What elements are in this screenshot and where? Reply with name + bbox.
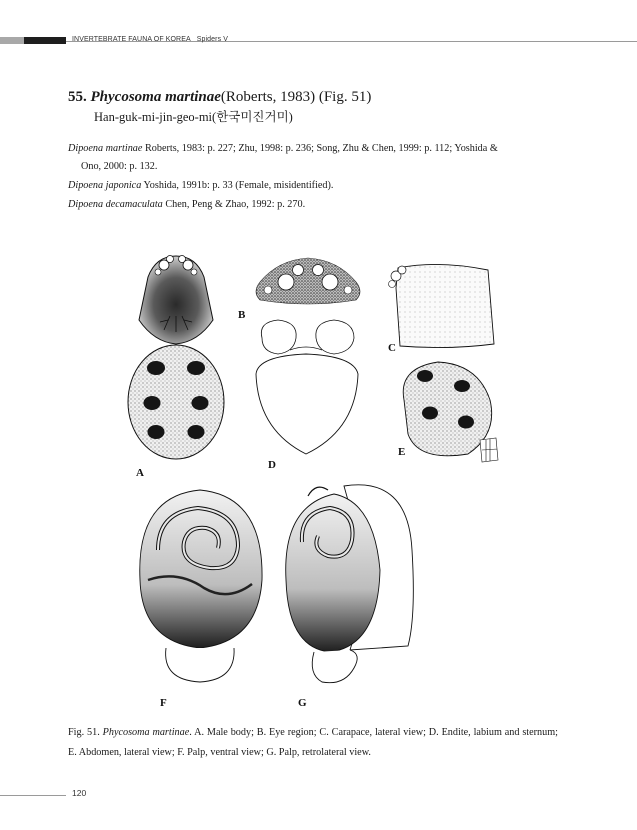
synonym-continuation: Ono, 2000: p. 132.	[81, 161, 158, 172]
fig-f-palp-ventral	[140, 490, 262, 682]
species-authority: (Roberts, 1983)	[220, 89, 316, 105]
korean-hangul: (한국미진거미)	[212, 110, 293, 124]
header-bar-black	[24, 37, 66, 44]
fig-label-c: C	[388, 342, 396, 354]
fig-label-g: G	[298, 697, 307, 709]
page-number: 120	[72, 788, 87, 798]
korean-romanized: Han-guk-mi-jin-geo-mi	[94, 110, 213, 124]
synonym-name: Dipoena martinae	[68, 143, 143, 154]
synonym-text: Yoshida, 1991b: p. 33 (Female, misidentified).	[141, 180, 334, 191]
fig-d-sternum	[256, 320, 358, 454]
figure-caption	[68, 723, 558, 763]
header-bar-gray	[0, 37, 24, 44]
fig-g-palp-retrolateral	[286, 485, 414, 683]
footer-rule	[0, 795, 66, 796]
species-number: 55.	[68, 89, 87, 105]
caption-text: . A. Male body; B. Eye region; C. Carapace, lateral view; D. Endite, labium and sternum; E. Abdomen, lateral view; F. Palp, ventral view; G. Palp, retrolateral view.	[68, 727, 558, 758]
caption-lead: Fig. 51.	[68, 727, 103, 738]
species-fig-ref: (Fig. 51)	[318, 89, 372, 105]
fig-label-a: A	[136, 467, 144, 479]
species-heading	[68, 89, 371, 106]
fig-label-f: F	[160, 697, 167, 709]
synonym-text: Chen, Peng & Zhao, 1992: p. 270.	[162, 199, 306, 210]
fig-label-d: D	[268, 459, 276, 471]
fig-a-male-body	[128, 256, 224, 460]
synonym-text: Roberts, 1983: p. 227; Zhu, 1998: p. 236; Song, Zhu & Chen, 1999: p. 112; Yoshida &	[142, 143, 498, 154]
running-header	[72, 36, 228, 43]
fig-label-b: B	[238, 309, 246, 321]
caption-species: Phycosoma martinae	[102, 727, 190, 738]
synonym-entry	[68, 197, 305, 213]
header-section: Spiders V	[196, 36, 228, 43]
synonym-entry	[68, 178, 333, 194]
header-series: INVERTEBRATE FAUNA OF KOREA	[72, 36, 191, 43]
synonym-name: Dipoena decamaculata	[68, 199, 163, 210]
synonym-entry	[68, 141, 498, 157]
fig-b-eye-region	[256, 258, 360, 304]
fig-e-abdomen-lateral	[403, 362, 498, 462]
synonym-name: Dipoena japonica	[68, 180, 142, 191]
figure-plate	[118, 250, 523, 715]
korean-name	[94, 107, 293, 125]
fig-c-carapace-lateral	[389, 264, 495, 347]
fig-label-e: E	[398, 446, 406, 458]
species-name: Phycosoma martinae	[90, 89, 221, 105]
